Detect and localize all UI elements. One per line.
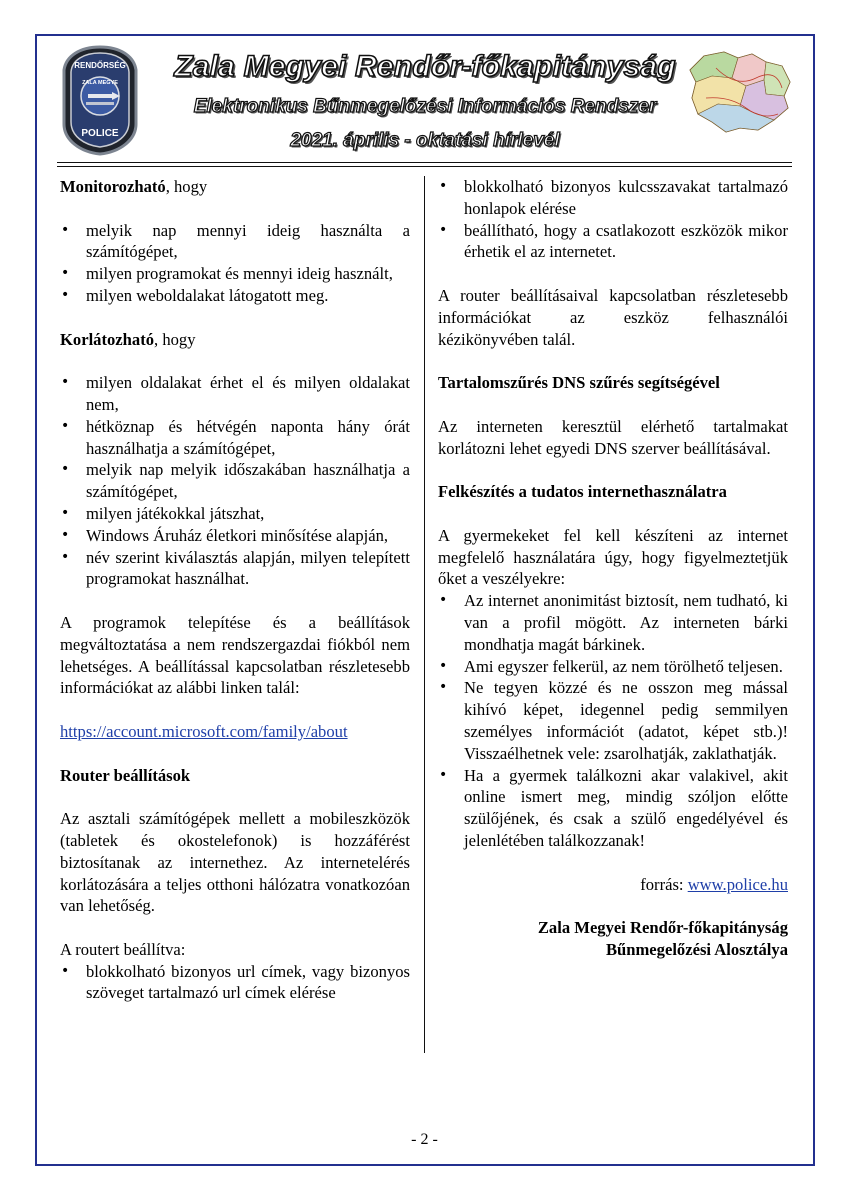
list-item: • Az internet anonimitást biztosít, nem tudható, ki van a profil mögött. Az interneten bárki mondhatja magát bárkinek. — [438, 590, 788, 655]
badge-top-text: RENDŐRSÉG — [74, 61, 126, 70]
county-map-image — [686, 48, 794, 134]
limit-list — [60, 372, 410, 590]
router-list-left — [60, 961, 410, 1005]
dns-heading: Tartalomszűrés DNS szűrés segítségével — [438, 373, 720, 393]
list-item: • Ha a gyermek találkozni akar valakivel, akit online ismert meg, mindig szóljon előtte szülőjének, és csak a szülő engedélyével és jelenlétében találkozzanak! — [438, 765, 788, 852]
list-item: • hétköznap és hétvégén naponta hány órát használhatja a számítógépet, — [60, 416, 410, 460]
prep-heading: Felkészítés a tudatos internethasználatra — [438, 482, 727, 502]
prep-paragraph: A gyermekeket fel kell készíteni az internet megfelelő használatára úgy, hogy figyelmeztetjük őket a veszélyekre: — [438, 525, 788, 589]
signature-line-2: Bűnmegelőzési Alosztálya — [605, 939, 788, 959]
left-column — [60, 176, 410, 1004]
limit-heading-tail: , hogy — [154, 329, 196, 349]
programs-paragraph: A programok telepítése és a beállítások megváltoztatása a nem rendszergazdai fiókból nem lehetséges. A beállítással kapcsolatban részletesebb információkat az alábbi linken talál: — [60, 612, 410, 698]
limit-heading: Korlátozható — [60, 329, 155, 349]
list-item: • név szerint kiválasztás alapján, milyen telepített programokat használhat. — [60, 547, 410, 591]
police-badge-logo — [58, 44, 142, 156]
router-paragraph: Az asztali számítógépek mellett a mobileszközök (tabletek és okostelefonok) is hozzáférést biztosítanak az internethez. Az internetelérés korlátozására a teljes otthoni hálózatra vonatkozóan van lehetőség. — [60, 809, 410, 916]
header-subtitle: Elektronikus Bűnmegelőzési Információs Rendszer — [193, 96, 657, 117]
header-rule-1 — [57, 162, 792, 163]
list-item: • milyen játékokkal játszhat, — [60, 503, 410, 525]
right-column — [438, 176, 788, 961]
list-item: • blokkolható bizonyos url címek, vagy bizonyos szöveget tartalmazó url címek elérése — [60, 961, 410, 1005]
badge-mid-text: ZALA MEGYE — [82, 80, 118, 86]
list-item: • blokkolható bizonyos kulcsszavakat tartalmazó honlapok elérése — [438, 176, 788, 220]
header-title: Zala Megyei Rendőr-főkapitányság — [174, 50, 676, 83]
monitor-heading-tail: , hogy — [165, 177, 208, 196]
page-number: - 2 - — [411, 1131, 438, 1148]
police-link[interactable]: www.police.hu — [687, 874, 788, 894]
source-line — [438, 874, 788, 896]
router-more-paragraph: A router beállításaival kapcsolatban részletesebb információkat az eszköz felhasználói kézikönyvében talál. — [438, 285, 788, 349]
signature-line-1: Zala Megyei Rendőr-főkapitányság — [537, 918, 788, 938]
monitor-list — [60, 220, 410, 307]
monitor-intro — [60, 176, 410, 198]
prep-list — [438, 590, 788, 852]
list-item: • melyik nap mennyi ideig használta a számítógépet, — [60, 220, 410, 264]
header-rule-2 — [57, 166, 792, 167]
source-label: forrás: — [640, 874, 688, 894]
header-edition: 2021. április - oktatási hírlevél — [290, 130, 560, 151]
list-item: • Ne tegyen közzé és ne osszon meg mással kihívó képet, idegennel pedig semmilyen személyes információt (adatot, képet stb.)! Visszaélhetnek vele: zsarolhatják, zaklathatják. — [438, 677, 788, 764]
list-item: • Windows Áruház életkori minősítése alapján, — [60, 525, 410, 547]
column-divider — [424, 176, 425, 1053]
microsoft-family-link[interactable]: https://account.microsoft.com/family/about — [60, 721, 348, 741]
router-heading: Router beállítások — [60, 765, 191, 785]
list-item: • milyen oldalakat érhet el és milyen oldalakat nem, — [60, 372, 410, 416]
router-intro: A routert beállítva: — [60, 939, 186, 959]
list-item: • milyen weboldalakat látogatott meg. — [60, 285, 410, 307]
monitor-heading: Monitorozható — [60, 177, 166, 196]
limit-intro — [60, 329, 410, 351]
list-item: • milyen programokat és mennyi ideig használt, — [60, 263, 410, 285]
list-item: • Ami egyszer felkerül, az nem törölhető teljesen. — [438, 656, 788, 678]
list-item: • melyik nap melyik időszakában használhatja a számítógépet, — [60, 459, 410, 503]
dns-paragraph: Az interneten keresztül elérhető tartalmakat korlátozni lehet egyedi DNS szerver beállításával. — [438, 416, 788, 458]
list-item: • beállítható, hogy a csatlakozott eszközök mikor érhetik el az internetet. — [438, 220, 788, 264]
router-list-right — [438, 176, 788, 263]
badge-bottom-text: POLICE — [81, 128, 119, 139]
